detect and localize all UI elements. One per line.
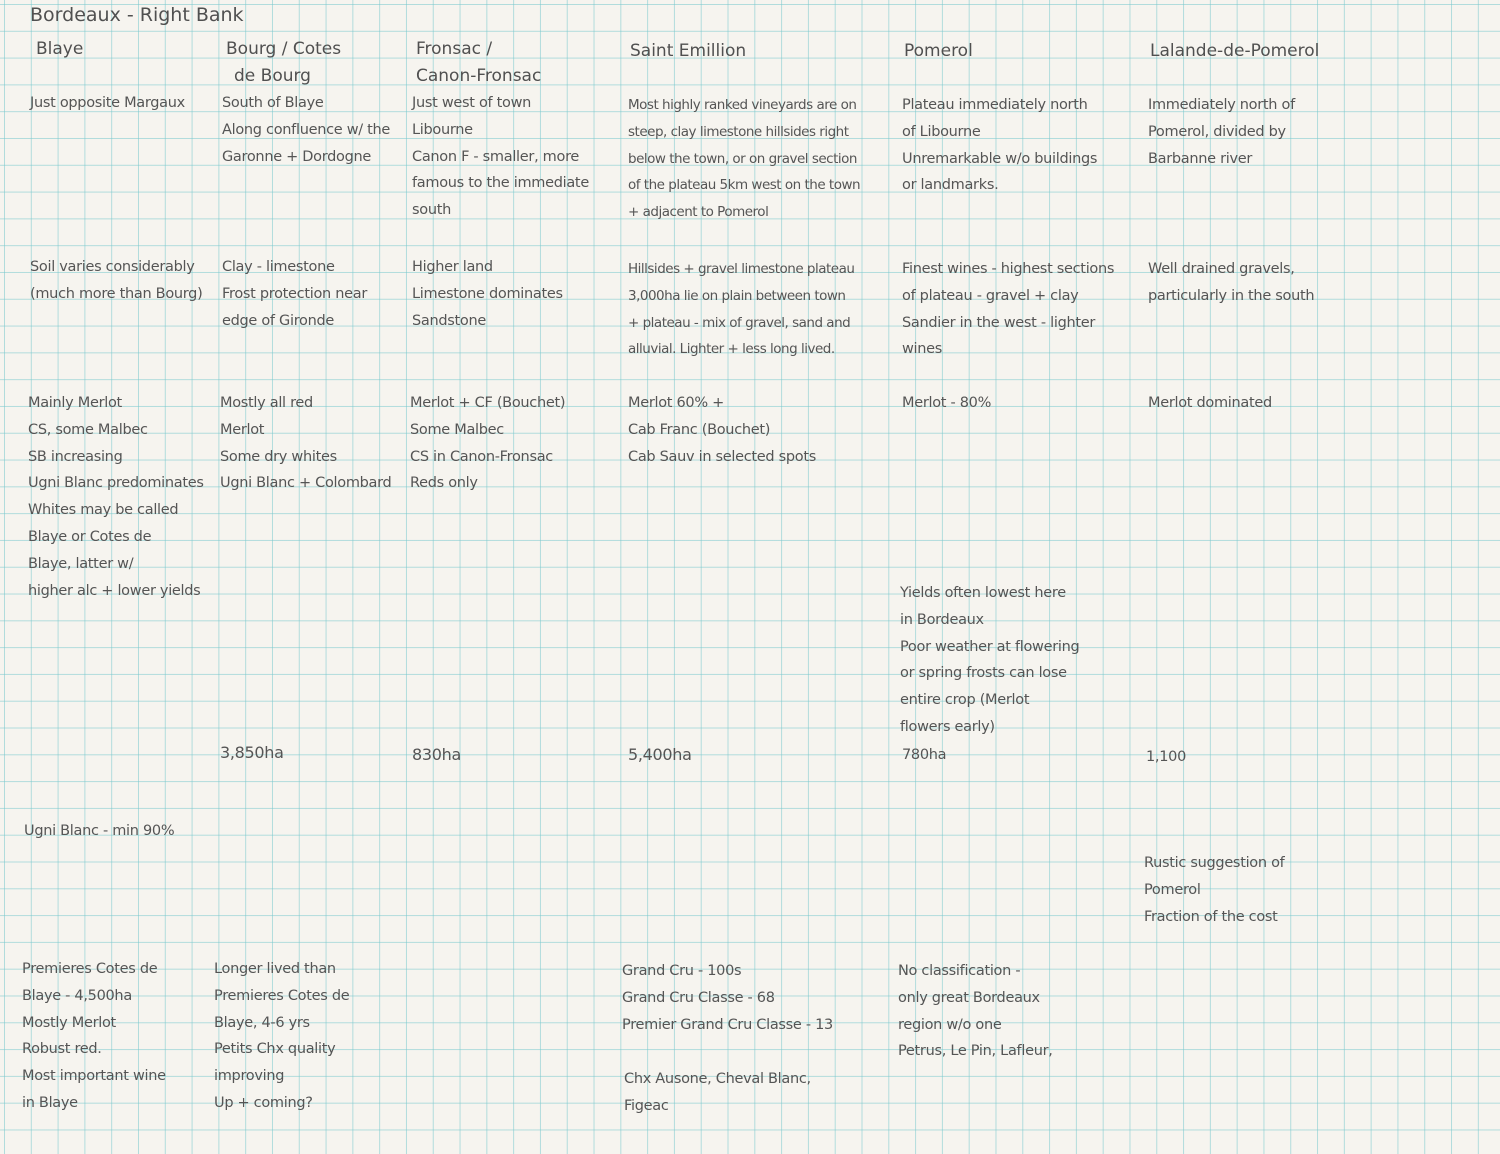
note-line: Yields often lowest here xyxy=(900,585,1066,601)
note-line: wines xyxy=(902,341,943,358)
blaye-ugni-note: Ugni Blanc - min 90% xyxy=(24,823,175,839)
location-fronsac xyxy=(412,90,589,224)
soil-fronsac xyxy=(412,254,563,334)
note-line: Some dry whites xyxy=(220,448,337,465)
location-bourg xyxy=(222,90,390,170)
grapes-lalande xyxy=(1148,390,1272,417)
note-line: Rustic suggestion of xyxy=(1144,855,1285,871)
note-line: Figeac xyxy=(624,1097,669,1114)
note-line: Along confluence w/ the xyxy=(222,121,391,138)
soil-lalande xyxy=(1148,256,1314,310)
lalande-note xyxy=(1144,850,1284,930)
note-line: Mostly Merlot xyxy=(22,1014,116,1031)
classification-st-emilion xyxy=(622,958,833,1038)
note-line: in Blaye xyxy=(22,1094,78,1111)
note-line: Ugni Blanc + Colombard xyxy=(220,475,392,492)
header-fronsac xyxy=(416,36,541,90)
note-line: entire crop (Merlot xyxy=(900,692,1030,709)
note-line: below the town, or on gravel section xyxy=(628,150,857,167)
note-line: + plateau - mix of gravel, sand and xyxy=(628,314,851,331)
note-line: Immediately north of xyxy=(1148,97,1295,113)
note-line: Libourne xyxy=(412,121,473,138)
note-line: Canon F - smaller, more xyxy=(412,148,580,165)
note-line: Merlot - 80% xyxy=(902,395,992,411)
classification-blaye xyxy=(22,956,166,1117)
note-line: Petits Chx quality xyxy=(214,1041,336,1058)
note-line: Grand Cru Classe - 68 xyxy=(622,989,775,1006)
soil-pomerol xyxy=(902,256,1114,363)
note-line: Pomerol, divided by xyxy=(1148,123,1286,140)
note-line: Merlot xyxy=(220,421,265,438)
note-line: Blaye, 4-6 yrs xyxy=(214,1014,310,1031)
note-line: Blaye - 4,500ha xyxy=(22,987,132,1004)
note-line: Premieres Cotes de xyxy=(214,987,350,1004)
header-blaye: Blaye xyxy=(36,39,84,59)
note-line: of plateau - gravel + clay xyxy=(902,287,1079,304)
note-line: Grand Cru - 100s xyxy=(622,963,742,979)
page-title: Bordeaux - Right Bank xyxy=(30,4,244,26)
note-line: Cab Franc (Bouchet) xyxy=(628,421,771,438)
note-line: Higher land xyxy=(412,259,493,275)
note-line: Whites may be called xyxy=(28,502,179,519)
hectares-bourg: 3,850ha xyxy=(220,743,284,762)
st-emilion-chateaux xyxy=(624,1066,811,1120)
hectares-lalande: 1,100 xyxy=(1146,749,1187,765)
note-line: alluvial. Lighter + less long lived. xyxy=(628,341,835,358)
hectares-st-emilion: 5,400ha xyxy=(628,745,692,764)
header-bourg-line: Bourg / Cotes xyxy=(226,39,342,59)
note-line: Merlot + CF (Bouchet) xyxy=(410,395,566,411)
note-line: Longer lived than xyxy=(214,961,336,977)
note-line: Frost protection near xyxy=(222,285,367,302)
note-line: Blaye, latter w/ xyxy=(28,555,134,572)
note-line: Petrus, Le Pin, Lafleur, xyxy=(898,1043,1053,1060)
note-line: Some Malbec xyxy=(410,421,504,438)
header-fronsac-line: Canon-Fronsac xyxy=(416,65,542,86)
location-st-emilion xyxy=(628,92,860,226)
note-line: Cab Sauv in selected spots xyxy=(628,448,817,465)
classification-bourg xyxy=(214,956,349,1117)
hectares-fronsac: 830ha xyxy=(412,745,461,764)
note-line: Premieres Cotes de xyxy=(22,961,158,977)
note-line: in Bordeaux xyxy=(900,611,984,628)
note-line: of Libourne xyxy=(902,123,981,140)
note-line: Merlot dominated xyxy=(1148,395,1272,411)
note-line: steep, clay limestone hillsides right xyxy=(628,123,849,140)
note-line: Just opposite Margaux xyxy=(30,95,185,111)
location-pomerol xyxy=(902,92,1097,199)
note-line: Blaye or Cotes de xyxy=(28,528,152,545)
header-bourg-line: de Bourg xyxy=(234,65,311,86)
note-line: CS in Canon-Fronsac xyxy=(410,448,553,465)
note-line: Plateau immediately north xyxy=(902,97,1088,113)
note-line: Sandier in the west - lighter xyxy=(902,314,1096,331)
note-line: South of Blaye xyxy=(222,95,324,111)
note-line: Barbanne river xyxy=(1148,150,1253,167)
grapes-pomerol xyxy=(902,390,991,417)
note-line: or landmarks. xyxy=(902,177,999,194)
note-line: region w/o one xyxy=(898,1016,1002,1033)
grapes-st-emilion xyxy=(628,390,816,470)
note-line: Robust red. xyxy=(22,1041,102,1058)
note-line: No classification - xyxy=(898,963,1021,979)
header-pomerol: Pomerol xyxy=(904,41,973,61)
note-line: CS, some Malbec xyxy=(28,421,148,438)
hectares-pomerol: 780ha xyxy=(902,747,947,763)
location-blaye xyxy=(30,90,185,117)
note-line: + adjacent to Pomerol xyxy=(628,204,769,221)
note-line: Unremarkable w/o buildings xyxy=(902,150,1098,167)
note-line: Most important wine xyxy=(22,1068,166,1085)
note-line: Chx Ausone, Cheval Blanc, xyxy=(624,1071,811,1087)
note-line: Premier Grand Cru Classe - 13 xyxy=(622,1016,833,1033)
note-line: Reds only xyxy=(410,475,478,492)
note-line: south xyxy=(412,202,451,219)
note-line: Hillsides + gravel limestone plateau xyxy=(628,261,855,277)
note-line: Just west of town xyxy=(412,95,532,111)
note-line: Well drained gravels, xyxy=(1148,261,1295,277)
note-line: Poor weather at flowering xyxy=(900,638,1080,655)
location-lalande xyxy=(1148,92,1295,172)
grapes-fronsac xyxy=(410,390,565,497)
note-line: (much more than Bourg) xyxy=(30,285,203,302)
note-line: Soil varies considerably xyxy=(30,259,195,275)
soil-st-emilion xyxy=(628,256,854,363)
note-line: Pomerol xyxy=(1144,881,1201,898)
note-line: flowers early) xyxy=(900,718,995,735)
note-line: SB increasing xyxy=(28,448,123,465)
header-lalande: Lalande-de-Pomerol xyxy=(1150,41,1320,61)
note-line: improving xyxy=(214,1068,285,1085)
note-line: Clay - limestone xyxy=(222,259,335,275)
note-line: Merlot 60% + xyxy=(628,395,724,411)
header-fronsac-line: Fronsac / xyxy=(416,39,493,59)
grapes-bourg xyxy=(220,390,391,497)
note-line: 3,000ha lie on plain between town xyxy=(628,287,846,304)
yields-pomerol xyxy=(900,580,1079,741)
note-line: famous to the immediate xyxy=(412,175,589,192)
note-line: Fraction of the cost xyxy=(1144,908,1278,925)
note-line: of the plateau 5km west on the town xyxy=(628,177,861,194)
soil-blaye xyxy=(30,254,202,308)
note-line: Up + coming? xyxy=(214,1094,313,1111)
note-line: Ugni Blanc predominates xyxy=(28,475,204,492)
note-line: Finest wines - highest sections xyxy=(902,261,1115,277)
note-line: or spring frosts can lose xyxy=(900,665,1067,682)
note-line: Most highly ranked vineyards are on xyxy=(628,97,857,113)
note-line: Limestone dominates xyxy=(412,285,563,302)
grapes-blaye xyxy=(28,390,204,604)
note-line: Mainly Merlot xyxy=(28,395,122,411)
note-line: only great Bordeaux xyxy=(898,989,1040,1006)
soil-bourg xyxy=(222,254,367,334)
note-line: particularly in the south xyxy=(1148,287,1315,304)
note-line: Garonne + Dordogne xyxy=(222,148,372,165)
header-bourg xyxy=(226,36,341,90)
note-line: Mostly all red xyxy=(220,395,313,411)
note-line: edge of Gironde xyxy=(222,312,335,329)
note-line: higher alc + lower yields xyxy=(28,582,201,599)
header-st-emilion: Saint Emillion xyxy=(630,41,747,61)
note-line: Sandstone xyxy=(412,312,487,329)
classification-pomerol xyxy=(898,958,1053,1065)
